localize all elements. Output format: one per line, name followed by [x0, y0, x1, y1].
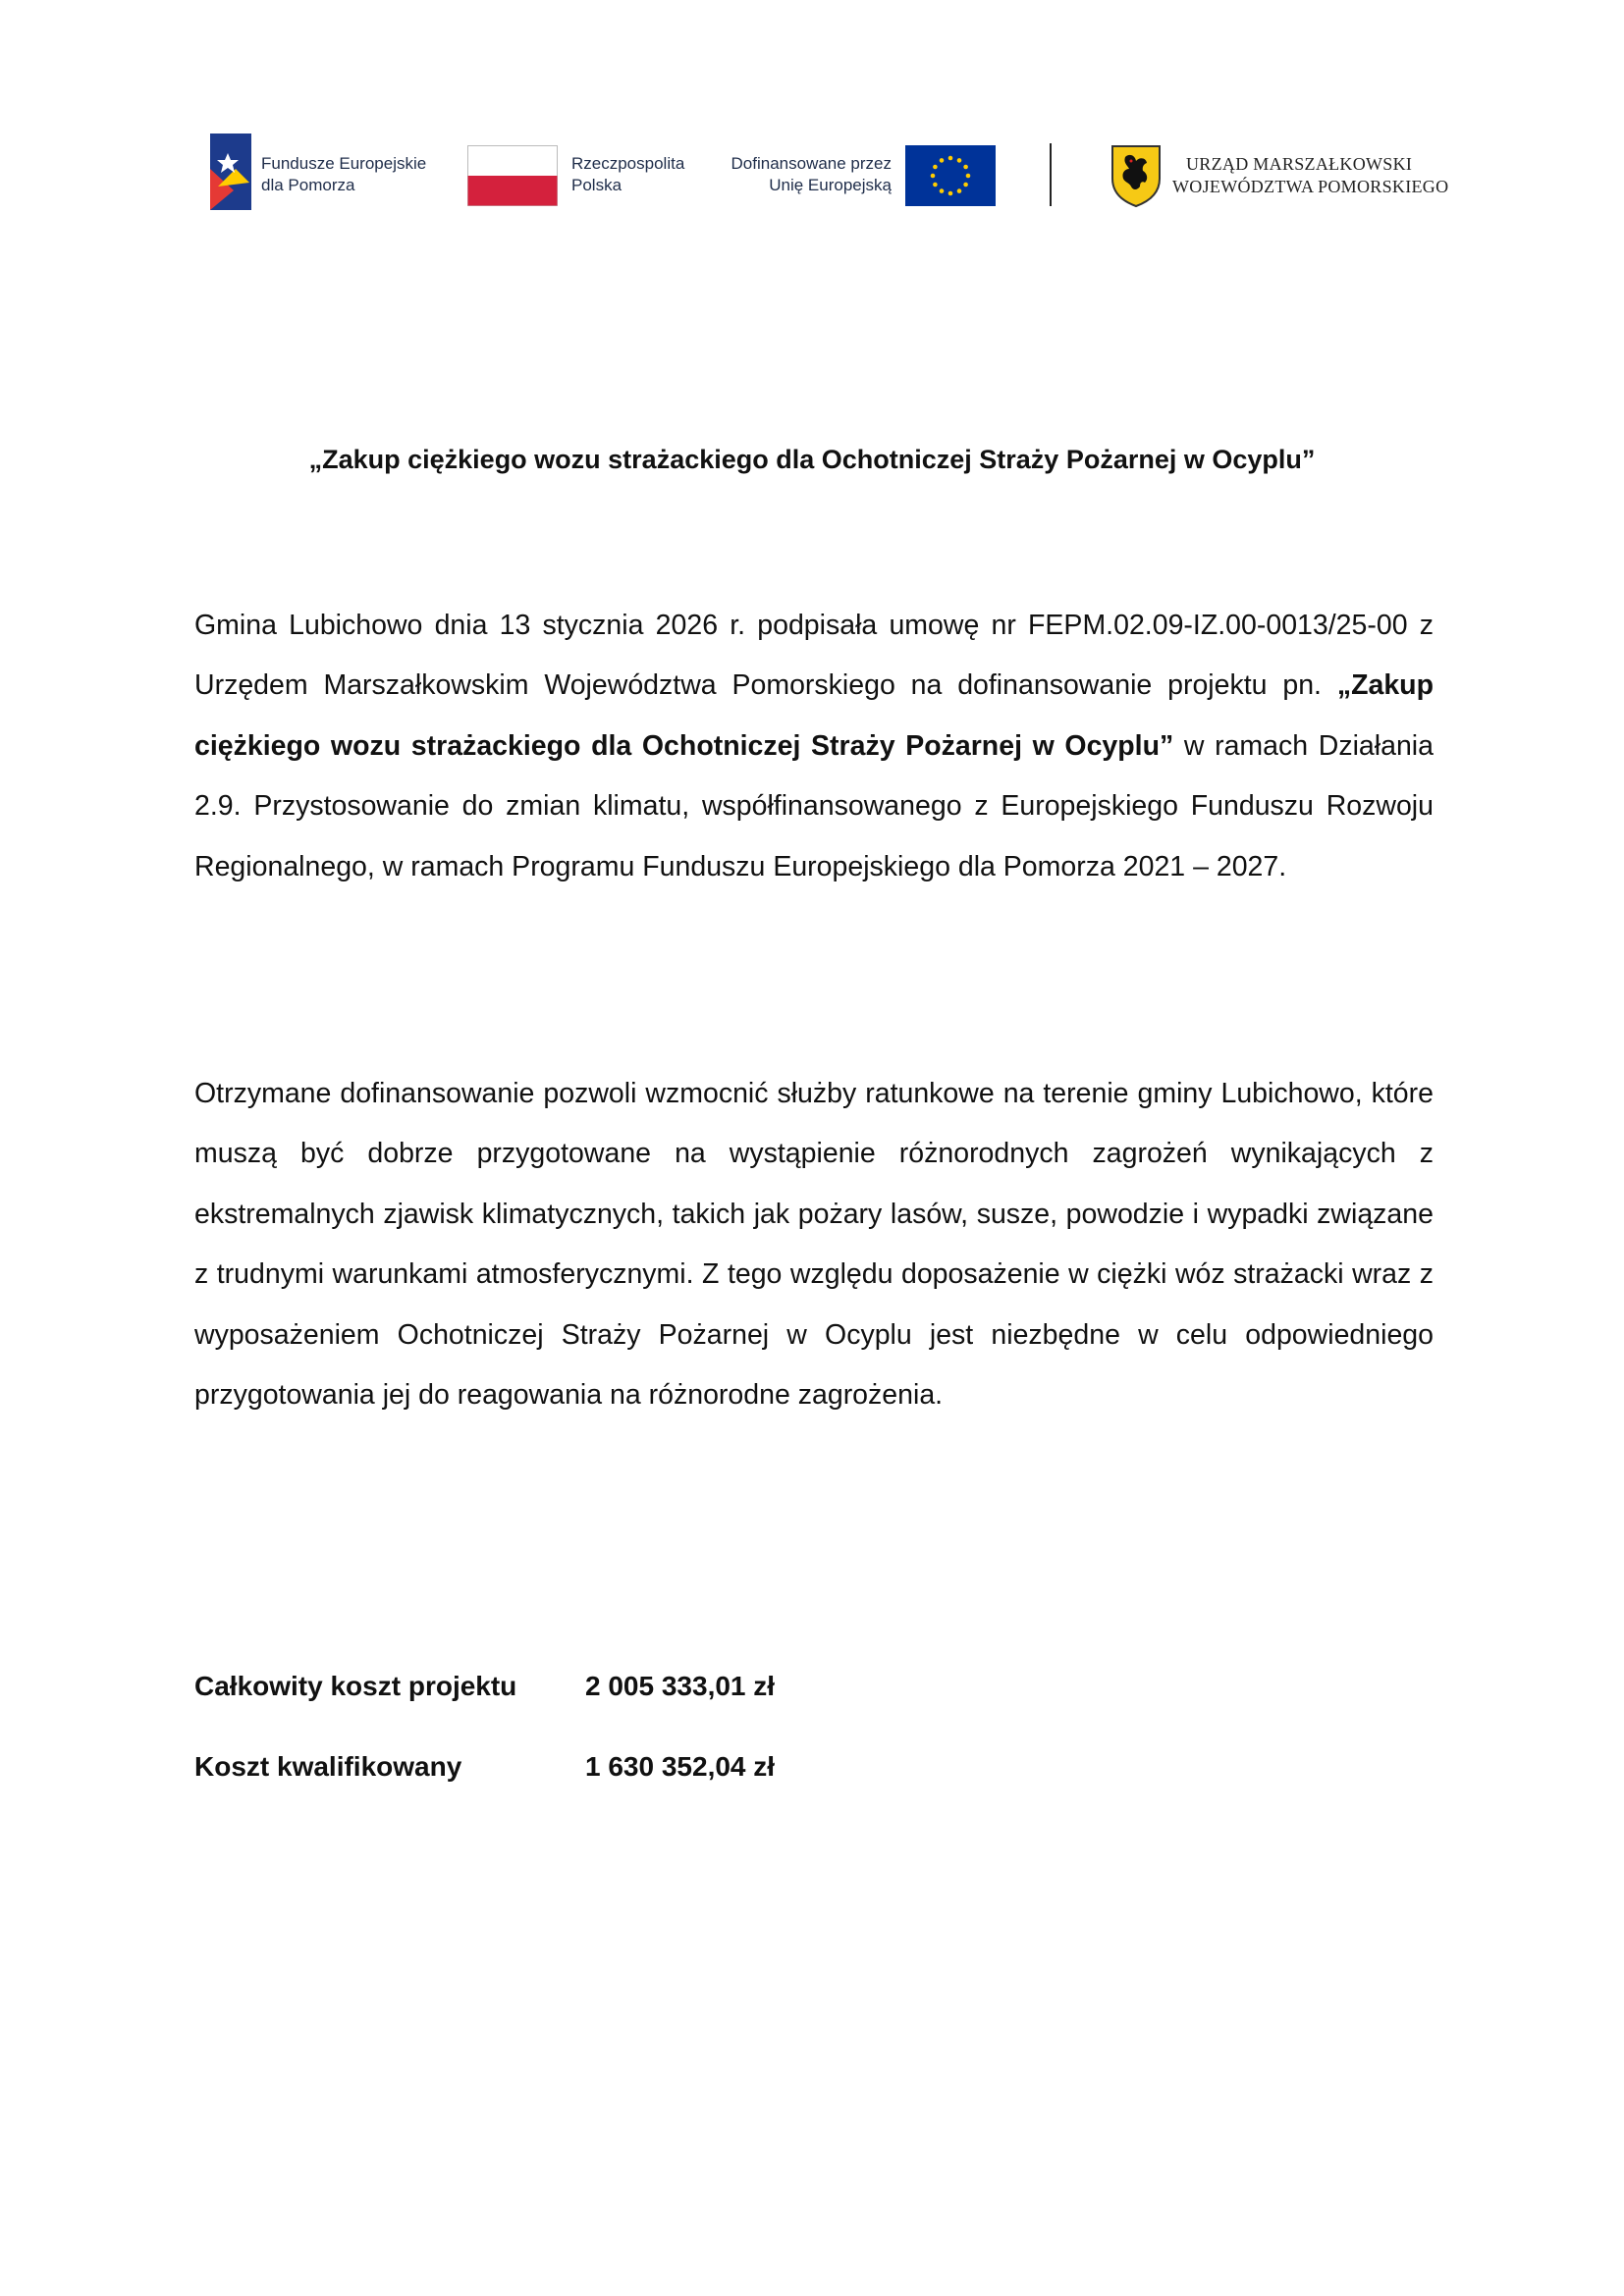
pomorskie-coat-of-arms-icon — [1110, 143, 1163, 208]
cost-total-value: 2 005 333,01 zł — [585, 1671, 776, 1701]
urzad-name — [1172, 153, 1448, 198]
paragraph-agreement-project-name: „Zakup ciężkiego wozu strażackiego dla Ochotniczej Straży Pożarnej w Ocyplu” — [194, 669, 1434, 762]
rp-name — [571, 153, 684, 196]
rp-name-line1: Rzeczpospolita — [571, 154, 685, 173]
eu-flag-icon — [905, 145, 996, 206]
paragraph-agreement-end: w ramach Działania 2.9. Przystosowanie do zmian klimatu, współfinansowanego z Europejskiego Funduszu Rozwoju Regionalnego, w ramach Programu Funduszu Europejskiego dla Pomorza 2021 – 2027. — [194, 729, 1434, 882]
paragraph-purpose: Otrzymane dofinansowanie pozwoli wzmocnić służby ratunkowe na terenie gminy Lubichowo, które muszą być dobrze przygotowane na wystąpienie różnorodnych zagrożeń wynikających z ekstremalnych zjawisk klimatycznych, takich jak pożary lasów, susze, powodzie i wypadki związane z trudnymi warunkami atmosferycznymi. Z tego względu doposażenie w ciężki wóz strażacki wraz z wyposażeniem Ochotniczej Straży Pożarnej w Ocyplu jest niezbędne w celu odpowiedniego przygotowania jej do reagowania na różnorodne zagrożenia. — [194, 1078, 1434, 1412]
eu-text-line1: Dofinansowane przez — [731, 154, 892, 173]
cost-eligible-value: 1 630 352,04 zł — [585, 1751, 776, 1782]
document-title: „Zakup ciężkiego wozu strażackiego dla Ochotniczej Straży Pożarnej w Ocyplu” — [308, 445, 1316, 474]
urzad-name-line1: URZĄD MARSZAŁKOWSKI — [1186, 154, 1413, 174]
polish-flag-icon — [467, 145, 558, 206]
fe-name-line1: Fundusze Europejskie — [261, 154, 427, 173]
fe-name-line2: dla Pomorza — [261, 176, 355, 194]
logo-divider — [1050, 143, 1052, 206]
fe-logo-icon — [206, 130, 255, 214]
eu-funding-text — [723, 153, 892, 196]
fe-name — [261, 153, 426, 196]
cost-eligible-label: Koszt kwalifikowany — [194, 1751, 462, 1782]
paragraph-agreement — [194, 596, 1434, 897]
urzad-name-line2: WOJEWÓDZTWA POMORSKIEGO — [1172, 177, 1449, 196]
paragraph-agreement-start: Gmina Lubichowo dnia 13 stycznia 2026 r. podpisała umowę nr FEPM.02.09-IZ.00-0013/25-00 z Urzędem Marszałkowskim Województwa Pomorskiego na dofinansowanie projektu pn. — [194, 610, 1434, 702]
cost-total-label: Całkowity koszt projektu — [194, 1671, 517, 1701]
eu-text-line2: Unię Europejską — [769, 176, 892, 194]
rp-name-line2: Polska — [571, 176, 623, 194]
